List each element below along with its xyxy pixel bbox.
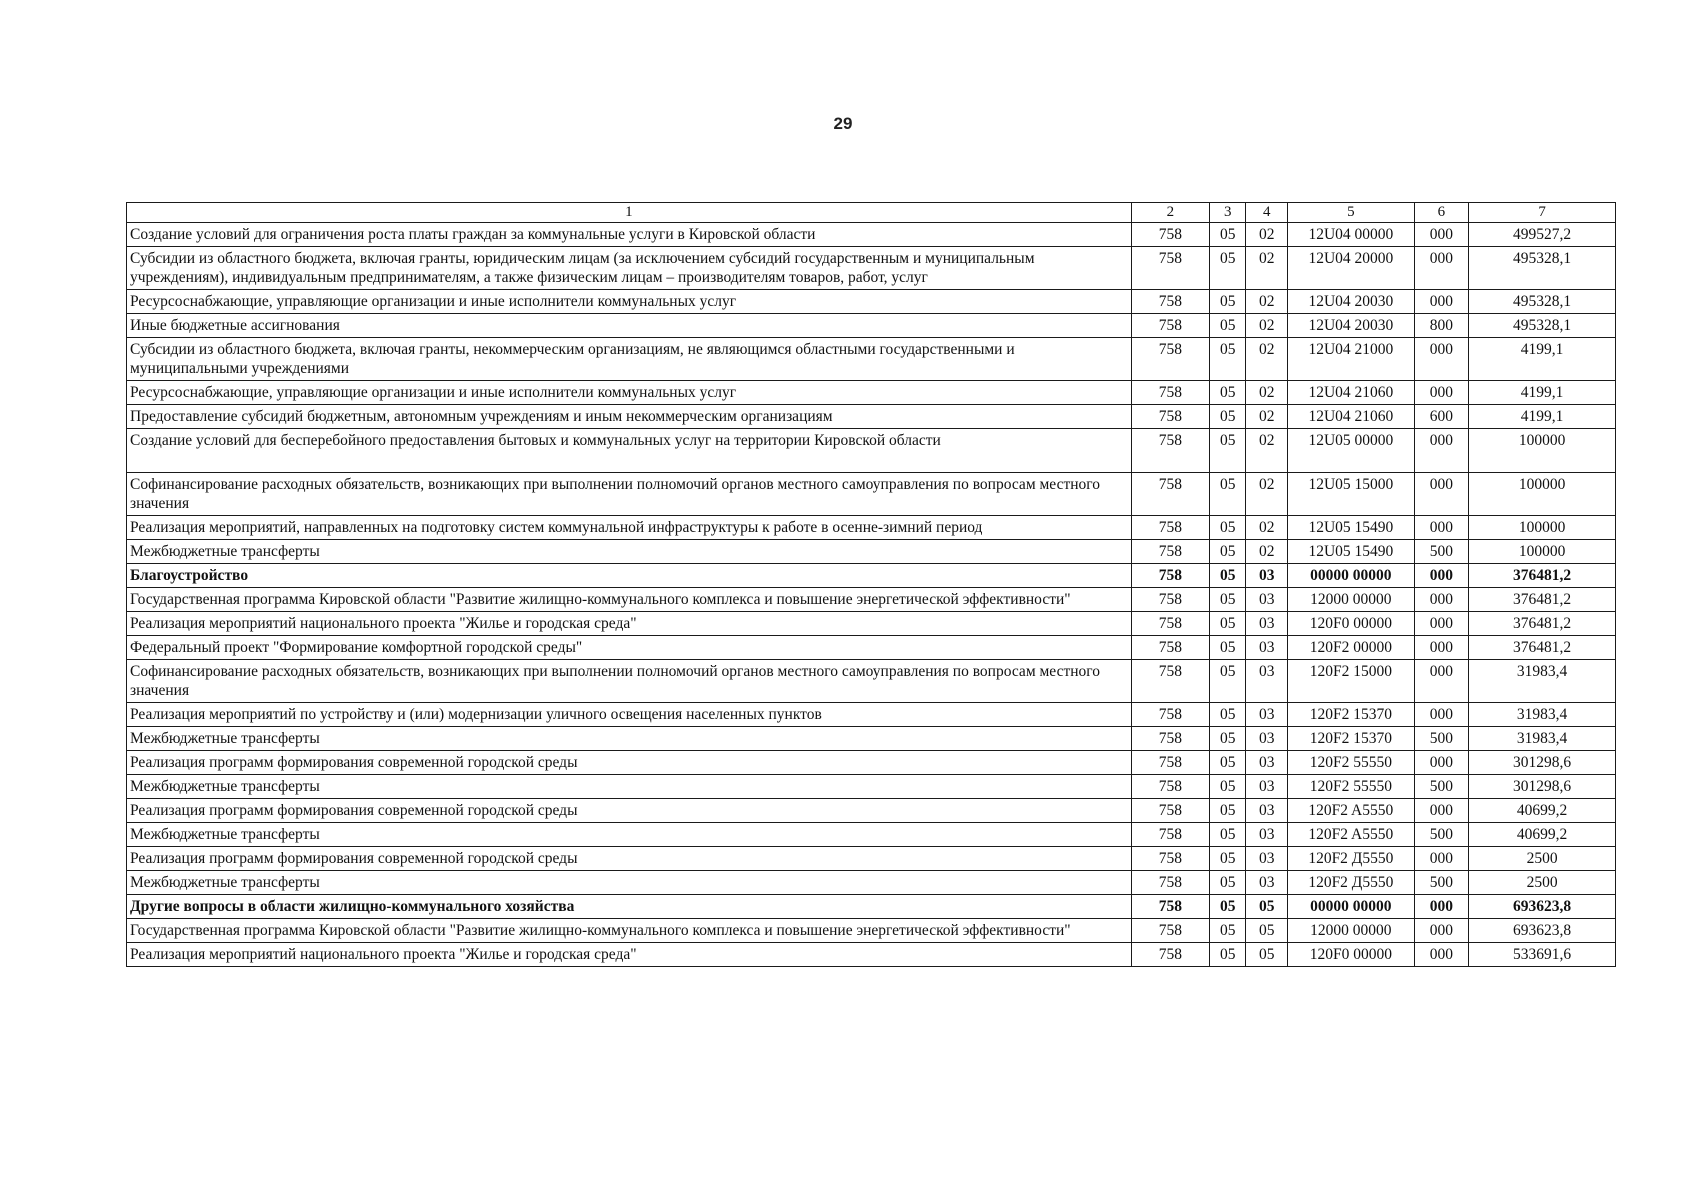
- row-expense-type-cell: 500: [1414, 871, 1469, 895]
- row-subsection-cell: 03: [1246, 799, 1288, 823]
- row-target-article-cell: 12U04 20000: [1288, 247, 1414, 290]
- row-subsection-cell: 03: [1246, 871, 1288, 895]
- row-target-article-cell: 120F2 A5550: [1288, 799, 1414, 823]
- row-section-cell: 05: [1209, 895, 1245, 919]
- row-name-cell: Субсидии из областного бюджета, включая гранты, некоммерческим организациям, не являющимся областными государственными и муниципальными учреждениями: [127, 338, 1132, 381]
- row-name-cell: Софинансирование расходных обязательств, возникающих при выполнении полномочий органов местного самоуправления по вопросам местного значения: [127, 473, 1132, 516]
- row-name-cell: Реализация мероприятий национального проекта "Жилье и городская среда": [127, 943, 1132, 967]
- row-subsection-cell: 02: [1246, 247, 1288, 290]
- row-section-cell: 05: [1209, 381, 1245, 405]
- row-amount-cell: 693623,8: [1469, 895, 1616, 919]
- row-expense-type-cell: 000: [1414, 338, 1469, 381]
- row-target-article-cell: 120F2 A5550: [1288, 823, 1414, 847]
- row-amount-cell: 693623,8: [1469, 919, 1616, 943]
- row-target-article-cell: 120F2 00000: [1288, 636, 1414, 660]
- row-target-article-cell: 12000 00000: [1288, 919, 1414, 943]
- row-name-cell: Ресурсоснабжающие, управляющие организации и иные исполнители коммунальных услуг: [127, 381, 1132, 405]
- row-section-cell: 05: [1209, 338, 1245, 381]
- row-target-article-cell: 120F2 15370: [1288, 703, 1414, 727]
- table-row: [127, 751, 1616, 775]
- row-amount-cell: 495328,1: [1469, 247, 1616, 290]
- row-expense-type-cell: 000: [1414, 429, 1469, 473]
- table-row: [127, 636, 1616, 660]
- row-subsection-cell: 02: [1246, 405, 1288, 429]
- row-name-cell: Реализация мероприятий, направленных на подготовку систем коммунальной инфраструктуры к работе в осенне-зимний период: [127, 516, 1132, 540]
- row-section-cell: 05: [1209, 919, 1245, 943]
- row-ministry-code-cell: 758: [1131, 247, 1209, 290]
- row-name-cell: Межбюджетные трансферты: [127, 727, 1132, 751]
- row-expense-type-cell: 000: [1414, 703, 1469, 727]
- row-subsection-cell: 03: [1246, 847, 1288, 871]
- table-row: [127, 473, 1616, 516]
- row-subsection-cell: 03: [1246, 564, 1288, 588]
- row-expense-type-cell: 000: [1414, 919, 1469, 943]
- row-name-cell: Субсидии из областного бюджета, включая гранты, юридическим лицам (за исключением субсидий государственным и муниципальным учреждениям), индивидуальным предпринимателям, а также физическим лицам – производителям товаров, работ, услуг: [127, 247, 1132, 290]
- row-target-article-cell: 12U04 21060: [1288, 405, 1414, 429]
- table-row: [127, 775, 1616, 799]
- row-section-cell: 05: [1209, 588, 1245, 612]
- col-header-7: 7: [1469, 203, 1616, 223]
- row-amount-cell: 4199,1: [1469, 405, 1616, 429]
- row-ministry-code-cell: 758: [1131, 895, 1209, 919]
- row-target-article-cell: 12U05 15000: [1288, 473, 1414, 516]
- row-target-article-cell: 120F2 55550: [1288, 775, 1414, 799]
- row-expense-type-cell: 000: [1414, 588, 1469, 612]
- row-ministry-code-cell: 758: [1131, 636, 1209, 660]
- row-amount-cell: 301298,6: [1469, 775, 1616, 799]
- row-name-cell: Другие вопросы в области жилищно-коммунального хозяйства: [127, 895, 1132, 919]
- row-subsection-cell: 02: [1246, 314, 1288, 338]
- row-section-cell: 05: [1209, 405, 1245, 429]
- table-row: [127, 429, 1616, 473]
- row-name-cell: Реализация программ формирования современной городской среды: [127, 847, 1132, 871]
- row-amount-cell: 376481,2: [1469, 612, 1616, 636]
- row-subsection-cell: 02: [1246, 290, 1288, 314]
- row-expense-type-cell: 000: [1414, 943, 1469, 967]
- table-row: [127, 223, 1616, 247]
- row-subsection-cell: 03: [1246, 775, 1288, 799]
- row-amount-cell: 301298,6: [1469, 751, 1616, 775]
- row-name-cell: Иные бюджетные ассигнования: [127, 314, 1132, 338]
- row-subsection-cell: 03: [1246, 612, 1288, 636]
- row-name-cell: Реализация программ формирования современной городской среды: [127, 799, 1132, 823]
- budget-table: [126, 202, 1616, 967]
- row-name-cell: Межбюджетные трансферты: [127, 823, 1132, 847]
- row-expense-type-cell: 000: [1414, 381, 1469, 405]
- row-section-cell: 05: [1209, 943, 1245, 967]
- table-body: [127, 223, 1616, 967]
- row-amount-cell: 100000: [1469, 516, 1616, 540]
- col-header-5: 5: [1288, 203, 1414, 223]
- row-expense-type-cell: 000: [1414, 847, 1469, 871]
- row-expense-type-cell: 000: [1414, 612, 1469, 636]
- table-header-row: [127, 203, 1616, 223]
- row-amount-cell: 533691,6: [1469, 943, 1616, 967]
- row-section-cell: 05: [1209, 290, 1245, 314]
- row-section-cell: 05: [1209, 660, 1245, 703]
- row-name-cell: Реализация программ формирования современной городской среды: [127, 751, 1132, 775]
- row-expense-type-cell: 000: [1414, 799, 1469, 823]
- row-expense-type-cell: 000: [1414, 636, 1469, 660]
- row-ministry-code-cell: 758: [1131, 847, 1209, 871]
- row-section-cell: 05: [1209, 247, 1245, 290]
- row-target-article-cell: 12U05 00000: [1288, 429, 1414, 473]
- row-amount-cell: 100000: [1469, 429, 1616, 473]
- row-ministry-code-cell: 758: [1131, 338, 1209, 381]
- row-section-cell: 05: [1209, 314, 1245, 338]
- row-amount-cell: 4199,1: [1469, 338, 1616, 381]
- row-subsection-cell: 03: [1246, 751, 1288, 775]
- row-section-cell: 05: [1209, 751, 1245, 775]
- row-subsection-cell: 02: [1246, 540, 1288, 564]
- row-section-cell: 05: [1209, 871, 1245, 895]
- row-target-article-cell: 120F0 00000: [1288, 943, 1414, 967]
- table-row: [127, 338, 1616, 381]
- row-ministry-code-cell: 758: [1131, 727, 1209, 751]
- row-amount-cell: 495328,1: [1469, 314, 1616, 338]
- row-amount-cell: 2500: [1469, 847, 1616, 871]
- table-row: [127, 290, 1616, 314]
- row-amount-cell: 40699,2: [1469, 799, 1616, 823]
- table-row: [127, 660, 1616, 703]
- row-target-article-cell: 120F2 55550: [1288, 751, 1414, 775]
- table-row: [127, 799, 1616, 823]
- table-row: [127, 516, 1616, 540]
- row-ministry-code-cell: 758: [1131, 473, 1209, 516]
- row-ministry-code-cell: 758: [1131, 516, 1209, 540]
- row-subsection-cell: 05: [1246, 895, 1288, 919]
- row-target-article-cell: 12U04 00000: [1288, 223, 1414, 247]
- row-subsection-cell: 03: [1246, 823, 1288, 847]
- col-header-3: 3: [1209, 203, 1245, 223]
- table-row: [127, 847, 1616, 871]
- col-header-6: 6: [1414, 203, 1469, 223]
- row-name-cell: Создание условий для ограничения роста платы граждан за коммунальные услуги в Кировской области: [127, 223, 1132, 247]
- table-row: [127, 540, 1616, 564]
- row-amount-cell: 376481,2: [1469, 636, 1616, 660]
- row-subsection-cell: 02: [1246, 223, 1288, 247]
- row-amount-cell: 376481,2: [1469, 564, 1616, 588]
- row-amount-cell: 499527,2: [1469, 223, 1616, 247]
- row-ministry-code-cell: 758: [1131, 588, 1209, 612]
- table-row: [127, 612, 1616, 636]
- col-header-2: 2: [1131, 203, 1209, 223]
- row-ministry-code-cell: 758: [1131, 703, 1209, 727]
- row-ministry-code-cell: 758: [1131, 919, 1209, 943]
- row-target-article-cell: 12U05 15490: [1288, 516, 1414, 540]
- row-subsection-cell: 02: [1246, 473, 1288, 516]
- row-section-cell: 05: [1209, 823, 1245, 847]
- row-amount-cell: 495328,1: [1469, 290, 1616, 314]
- row-ministry-code-cell: 758: [1131, 290, 1209, 314]
- row-target-article-cell: 12U04 21060: [1288, 381, 1414, 405]
- row-subsection-cell: 02: [1246, 338, 1288, 381]
- table-row: [127, 314, 1616, 338]
- row-target-article-cell: 12U04 20030: [1288, 290, 1414, 314]
- row-expense-type-cell: 600: [1414, 405, 1469, 429]
- row-target-article-cell: 12000 00000: [1288, 588, 1414, 612]
- table-row: [127, 919, 1616, 943]
- row-ministry-code-cell: 758: [1131, 314, 1209, 338]
- row-name-cell: Ресурсоснабжающие, управляющие организации и иные исполнители коммунальных услуг: [127, 290, 1132, 314]
- row-expense-type-cell: 000: [1414, 751, 1469, 775]
- table-row: [127, 247, 1616, 290]
- row-name-cell: Благоустройство: [127, 564, 1132, 588]
- row-ministry-code-cell: 758: [1131, 381, 1209, 405]
- row-expense-type-cell: 500: [1414, 775, 1469, 799]
- row-name-cell: Софинансирование расходных обязательств, возникающих при выполнении полномочий органов местного самоуправления по вопросам местного значения: [127, 660, 1132, 703]
- table-row: [127, 871, 1616, 895]
- row-ministry-code-cell: 758: [1131, 612, 1209, 636]
- row-amount-cell: 31983,4: [1469, 660, 1616, 703]
- row-ministry-code-cell: 758: [1131, 405, 1209, 429]
- row-ministry-code-cell: 758: [1131, 823, 1209, 847]
- row-subsection-cell: 05: [1246, 919, 1288, 943]
- row-amount-cell: 31983,4: [1469, 703, 1616, 727]
- row-amount-cell: 100000: [1469, 473, 1616, 516]
- row-amount-cell: 376481,2: [1469, 588, 1616, 612]
- row-ministry-code-cell: 758: [1131, 751, 1209, 775]
- row-amount-cell: 4199,1: [1469, 381, 1616, 405]
- row-ministry-code-cell: 758: [1131, 660, 1209, 703]
- row-expense-type-cell: 500: [1414, 823, 1469, 847]
- table-row: [127, 703, 1616, 727]
- row-target-article-cell: 120F0 00000: [1288, 612, 1414, 636]
- row-target-article-cell: 120F2 15370: [1288, 727, 1414, 751]
- table-row: [127, 564, 1616, 588]
- row-expense-type-cell: 000: [1414, 473, 1469, 516]
- row-expense-type-cell: 000: [1414, 895, 1469, 919]
- row-section-cell: 05: [1209, 223, 1245, 247]
- row-subsection-cell: 05: [1246, 943, 1288, 967]
- col-header-1: 1: [127, 203, 1132, 223]
- row-target-article-cell: 00000 00000: [1288, 895, 1414, 919]
- row-subsection-cell: 03: [1246, 588, 1288, 612]
- row-section-cell: 05: [1209, 516, 1245, 540]
- row-section-cell: 05: [1209, 564, 1245, 588]
- row-expense-type-cell: 000: [1414, 660, 1469, 703]
- row-section-cell: 05: [1209, 727, 1245, 751]
- row-expense-type-cell: 500: [1414, 727, 1469, 751]
- row-name-cell: Межбюджетные трансферты: [127, 775, 1132, 799]
- row-name-cell: Создание условий для бесперебойного предоставления бытовых и коммунальных услуг на территории Кировской области: [127, 429, 1132, 473]
- table-row: [127, 943, 1616, 967]
- page-number: 29: [833, 114, 853, 133]
- row-target-article-cell: 12U05 15490: [1288, 540, 1414, 564]
- row-expense-type-cell: 000: [1414, 223, 1469, 247]
- row-target-article-cell: 120F2 Д5550: [1288, 847, 1414, 871]
- row-subsection-cell: 03: [1246, 636, 1288, 660]
- row-amount-cell: 31983,4: [1469, 727, 1616, 751]
- table-row: [127, 895, 1616, 919]
- row-amount-cell: 2500: [1469, 871, 1616, 895]
- row-subsection-cell: 02: [1246, 381, 1288, 405]
- row-name-cell: Межбюджетные трансферты: [127, 871, 1132, 895]
- row-section-cell: 05: [1209, 429, 1245, 473]
- row-amount-cell: 100000: [1469, 540, 1616, 564]
- row-name-cell: Государственная программа Кировской области "Развитие жилищно-коммунального комплекса и повышение энергетической эффективности": [127, 588, 1132, 612]
- row-target-article-cell: 120F2 15000: [1288, 660, 1414, 703]
- row-section-cell: 05: [1209, 612, 1245, 636]
- row-name-cell: Реализация мероприятий национального проекта "Жилье и городская среда": [127, 612, 1132, 636]
- row-target-article-cell: 120F2 Д5550: [1288, 871, 1414, 895]
- row-section-cell: 05: [1209, 473, 1245, 516]
- row-target-article-cell: 12U04 20030: [1288, 314, 1414, 338]
- row-expense-type-cell: 800: [1414, 314, 1469, 338]
- row-name-cell: Межбюджетные трансферты: [127, 540, 1132, 564]
- row-subsection-cell: 02: [1246, 429, 1288, 473]
- row-name-cell: Реализация мероприятий по устройству и (или) модернизации уличного освещения населенных пунктов: [127, 703, 1132, 727]
- col-header-4: 4: [1246, 203, 1288, 223]
- table-row: [127, 381, 1616, 405]
- table-row: [127, 727, 1616, 751]
- row-target-article-cell: 12U04 21000: [1288, 338, 1414, 381]
- row-name-cell: Федеральный проект "Формирование комфортной городской среды": [127, 636, 1132, 660]
- row-ministry-code-cell: 758: [1131, 775, 1209, 799]
- row-ministry-code-cell: 758: [1131, 540, 1209, 564]
- row-ministry-code-cell: 758: [1131, 429, 1209, 473]
- row-subsection-cell: 02: [1246, 516, 1288, 540]
- table-row: [127, 588, 1616, 612]
- row-ministry-code-cell: 758: [1131, 943, 1209, 967]
- row-expense-type-cell: 000: [1414, 247, 1469, 290]
- row-subsection-cell: 03: [1246, 727, 1288, 751]
- row-ministry-code-cell: 758: [1131, 223, 1209, 247]
- row-ministry-code-cell: 758: [1131, 564, 1209, 588]
- row-section-cell: 05: [1209, 847, 1245, 871]
- row-ministry-code-cell: 758: [1131, 871, 1209, 895]
- row-target-article-cell: 00000 00000: [1288, 564, 1414, 588]
- row-name-cell: Предоставление субсидий бюджетным, автономным учреждениям и иным некоммерческим организациям: [127, 405, 1132, 429]
- row-section-cell: 05: [1209, 636, 1245, 660]
- row-section-cell: 05: [1209, 703, 1245, 727]
- row-section-cell: 05: [1209, 540, 1245, 564]
- row-amount-cell: 40699,2: [1469, 823, 1616, 847]
- row-expense-type-cell: 000: [1414, 290, 1469, 314]
- row-subsection-cell: 03: [1246, 660, 1288, 703]
- table-row: [127, 405, 1616, 429]
- row-section-cell: 05: [1209, 799, 1245, 823]
- row-expense-type-cell: 000: [1414, 516, 1469, 540]
- table-row: [127, 823, 1616, 847]
- row-name-cell: Государственная программа Кировской области "Развитие жилищно-коммунального комплекса и повышение энергетической эффективности": [127, 919, 1132, 943]
- row-section-cell: 05: [1209, 775, 1245, 799]
- row-ministry-code-cell: 758: [1131, 799, 1209, 823]
- row-subsection-cell: 03: [1246, 703, 1288, 727]
- row-expense-type-cell: 000: [1414, 564, 1469, 588]
- row-expense-type-cell: 500: [1414, 540, 1469, 564]
